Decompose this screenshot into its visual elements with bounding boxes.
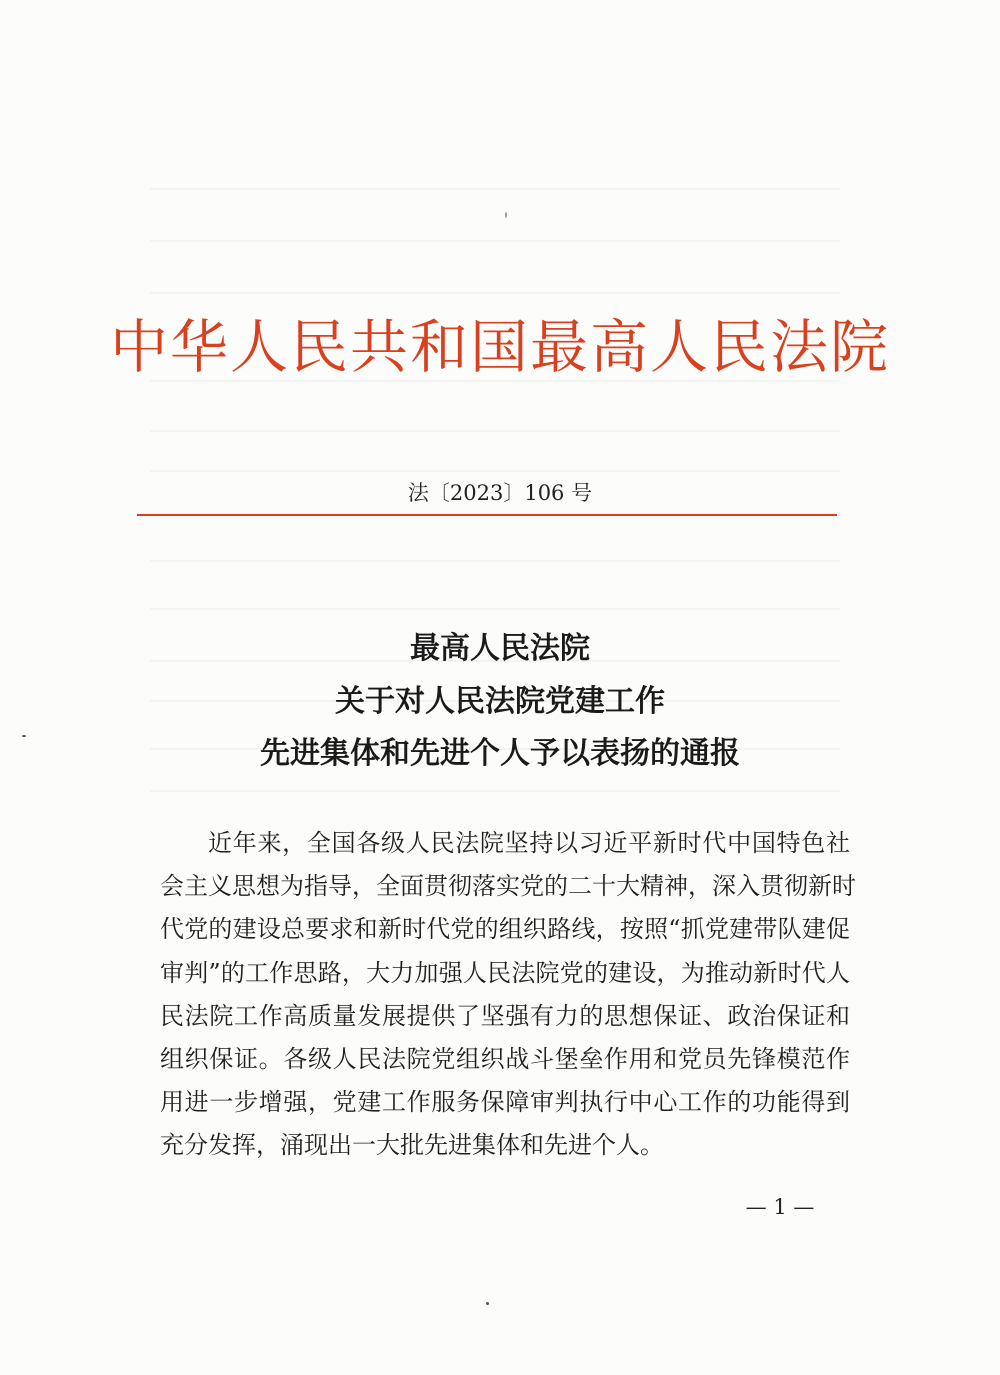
red-separator-line	[137, 514, 837, 516]
bleed-through-line	[150, 430, 840, 432]
title-line-3: 先进集体和先进个人予以表扬的通报	[260, 736, 740, 771]
body-line: 审判”的工作思路，大力加强人民法院党的建设，为推动新时代人	[160, 958, 850, 987]
bleed-through-line	[150, 292, 840, 294]
bleed-through-line	[150, 470, 840, 472]
bleed-through-line	[150, 608, 840, 610]
title-line-1: 最高人民法院	[410, 631, 590, 666]
bleed-through-line	[150, 188, 840, 190]
scan-speck	[505, 212, 507, 218]
issuer-masthead: 中华人民共和国最高人民法院	[109, 313, 890, 381]
body-line: 代党的建设总要求和新时代党的组织路线，按照“抓党建带队建促	[160, 915, 850, 944]
bleed-through-line	[150, 240, 840, 242]
body-paragraph	[160, 822, 856, 1168]
body-line: 组织保证。各级人民法院党组织战斗堡垒作用和党员先锋模范作	[160, 1044, 850, 1073]
body-line: 充分发挥，涌现出一大批先进集体和先进个人。	[160, 1131, 664, 1160]
document-number: 法〔2023〕106 号	[407, 481, 593, 505]
body-line: 民法院工作高质量发展提供了坚强有力的思想保证、政治保证和	[160, 1001, 850, 1030]
page-number: — 1 —	[745, 1195, 815, 1219]
bleed-through-line	[150, 560, 840, 562]
title-line-2: 关于对人民法院党建工作	[335, 684, 665, 719]
body-line: 会主义思想为指导，全面贯彻落实党的二十大精神，深入贯彻新时	[160, 872, 856, 901]
scan-speck	[22, 735, 26, 737]
body-line: 近年来，全国各级人民法院坚持以习近平新时代中国特色社	[208, 829, 850, 857]
scan-speck	[486, 1302, 489, 1305]
body-line: 用进一步增强，党建工作服务保障审判执行中心工作的功能得到	[160, 1088, 850, 1117]
bleed-through-line	[150, 790, 840, 792]
